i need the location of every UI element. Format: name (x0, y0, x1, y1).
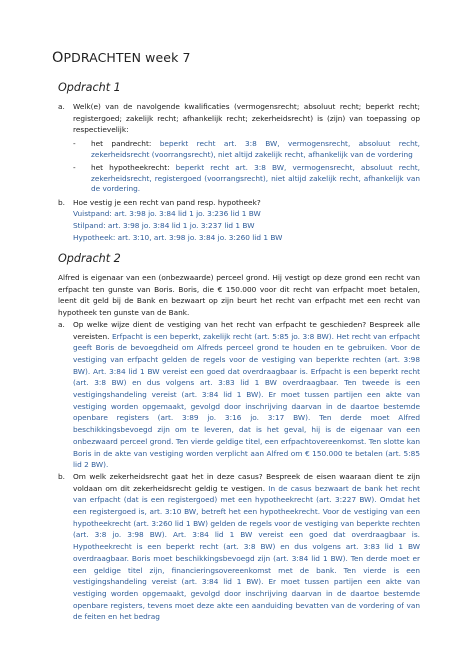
bullet-hypotheekrecht-answer: beperkt recht art. 3:8 BW, vermogensrecht, absoluut recht, zekerheidsrecht, registergoed (voorrangsrecht), niet altijd zakelijk recht, afhankelijk van de vordering. (91, 163, 420, 194)
question-2b (58, 471, 420, 623)
bullet-pandrecht-answer: beperkt recht art. 3:8 BW, vermogensrecht, absoluut recht, zekerheidsrecht (voorrangsrecht), niet altijd zakelijk recht, afhankelijk van de vordering (91, 139, 421, 159)
bullet-marker: - (73, 163, 76, 173)
answer-2b: In de casus bezwaart de bank het recht van erfpacht (dat is een registergoed) met een hypotheekrecht (art. 3:227 BW). Omdat het een registergoed is, art. 3:10 BW, betreft het een hypotheekrecht. Voor de vestiging van een hypotheekrecht (art. 3:260 lid 1 BW) gelden de regels voor de vestiging van beperkte rechten (art. 3:8 jo. 3:98 BW). Art. 3:84 lid 1 BW vereist een goed dat overdraagbaar is. Hypotheekrecht is een beperkt recht (art. 3:8 BW) en dus volgens art. 3:83 lid 1 BW overdraagbaar. Boris moet beschikkingsbevoegd zijn (art. 3:84 lid 1 BW). Ten derde moet er een geldige titel zijn, financieringsovereenkomst met de bank. Ten vierde is een vestigingshandeling vereist (art. 3:84 lid 1 BW). Er moet tussen partijen een akte van vestiging worden opgemaakt, gevolgd door inschrijving daarvan in de daartoe bestemde openbare registers, tevens moet deze akte een aanduiding bevatten van de vordering of van de feiten en het bedrag (73, 483, 420, 622)
opdracht-1-heading: Opdracht 1 (58, 81, 121, 94)
answer-stilpand: Stilpand: art. 3:98 jo. 3:84 lid 1 jo. 3:237 lid 1 BW (73, 221, 255, 231)
question-2a-text: Op welke wijze dient de vestiging van het recht van erfpacht te geschieden? Bespreek alle vereisten. (73, 319, 420, 341)
question-1b (58, 197, 420, 244)
bullet-pandrecht (73, 139, 420, 160)
bullet-hypotheekrecht (73, 163, 420, 195)
question-1a-label: a. (58, 102, 65, 111)
answer-hypotheek: Hypotheek: art. 3:10, art. 3:98 jo. 3:84 jo. 3:260 lid 1 BW (73, 232, 283, 242)
question-2b-text: Om welk zekerheidsrecht gaat het in deze casus? Bespreek de eisen waaraan dient te zijn voldaan om dit zekerheidsrecht geldig te vestigen. (73, 471, 420, 493)
bullet-marker: - (73, 139, 76, 149)
question-1b-label: b. (58, 197, 65, 207)
opdracht-1-body (58, 101, 420, 243)
opdracht-2-heading: Opdracht 2 (58, 252, 121, 265)
bullet-hypotheekrecht-question: het hypotheekrecht: (91, 163, 176, 173)
question-1a (58, 101, 420, 195)
title-rest: PDRACHTEN week 7 (63, 50, 191, 65)
answer-vuistpand: Vuistpand: art. 3:98 jo. 3:84 lid 1 jo. 3:236 lid 1 BW (73, 209, 261, 219)
answer-2a: Erfpacht is een beperkt, zakelijk recht (art. 5:85 jo. 3:8 BW). Het recht van erfpacht geeft Boris de bevoegdheid om Alfreds perceel grond te houden en te gebruiken. Voor de vestiging van erfpacht gelden de regels voor de vestiging van beperkte rechten (art. 3:98 BW). Art. 3:84 lid 1 BW vereist een goed dat overdraagbaar is. Erfpacht is een beperkt recht (art. 3:8 BW) en dus volgens art. 3:83 lid 1 BW overdraagbaar. Ten tweede is een vestigingshandeling vereist (art. 3:84 lid 1 BW). Er moet tussen partijen een akte van vestiging worden opgemaakt, gevolgd door inschrijving daarvan in de daartoe bestemde openbare registers (art. 3:89 jo. 3:16 jo. 3:17 BW). Ten derde moet Alfred beschikkingsbevoegd zijn om te leveren, dat is het geval, hij is de eigenaar van een onbezwaard perceel grond. Ten vierde geldige titel, een erfpachtovereenkomst. Ten slotte kan Boris in de akte van vestiging worden verplicht aan Alfred om € 150.000 te betalen (art. 5:85 lid 2 BW). (73, 331, 420, 470)
question-1a-text: Welk(e) van de navolgende kwalificaties (vermogensrecht; absoluut recht; beperkt recht; registergoed; zakelijk recht; afhankelijk recht; zekerheidsrecht) is (zijn) van toepassing op respectievelijk: (73, 102, 420, 135)
page-title (52, 50, 191, 66)
question-2a (58, 319, 420, 471)
title-initial: O (52, 50, 64, 66)
question-2b-label: b. (58, 471, 65, 481)
question-2a-label: a. (58, 319, 65, 329)
question-1b-text: Hoe vestig je een recht van pand resp. hypotheek? (73, 197, 261, 207)
bullet-pandrecht-question: het pandrecht: (91, 139, 160, 149)
opdracht-2-body (58, 272, 420, 623)
case-intro: Alfred is eigenaar van een (onbezwaarde) perceel grond. Hij vestigt op deze grond een recht van erfpacht ten gunste van Boris. Boris, die € 150.000 voor dit recht van erfpacht moet betalen, leent dit geld bij de Bank en bezwaart op zijn beurt het recht van erfpacht met een recht van hypotheek ten gunste van de Bank. (58, 273, 420, 318)
